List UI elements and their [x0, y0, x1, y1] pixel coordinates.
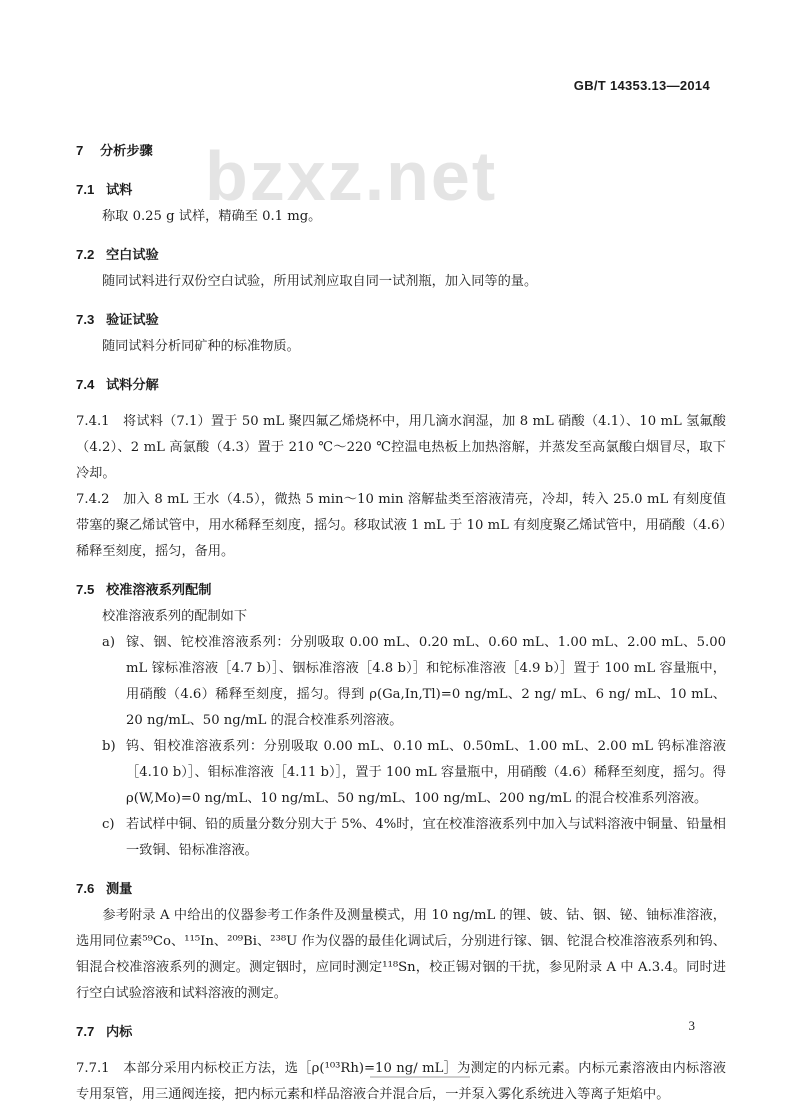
heading-title: 校准溶液系列配制	[106, 583, 212, 598]
list-item-text: 若试样中铜、铅的质量分数分别大于 5%、4%时，宜在校准溶液系列中加入与试料溶液中铜量、铅量相一致铜、铅标准溶液。	[126, 817, 726, 858]
heading-title: 空白试验	[106, 248, 159, 263]
heading-title: 内标	[106, 1025, 133, 1040]
heading-title: 验证试验	[106, 313, 159, 328]
heading-title: 测量	[106, 882, 133, 897]
paragraph-7-1: 称取 0.25 g 试样，精确至 0.1 mg。	[102, 209, 322, 224]
heading-title: 分析步骤	[100, 144, 153, 159]
heading-7-7	[76, 1019, 726, 1046]
list-item	[76, 734, 726, 812]
list-marker: a)	[102, 635, 116, 650]
list-item	[76, 812, 726, 864]
heading-number: 7.5	[76, 582, 95, 597]
heading-number: 7.4	[76, 377, 95, 392]
heading-7-1	[76, 177, 726, 204]
watermark: bzxz.net	[205, 137, 498, 215]
paragraph-7-6: 参考附录 A 中给出的仪器参考工作条件及测量模式，用 10 ng/mL 的锂、铍、钴、铟、铋、铀标准溶液，选用同位素⁵⁹Co、¹¹⁵In、²⁰⁹Bi、²³⁸U 作为仪器的最佳化调试后，分别进行镓、铟、铊混合校准溶液系列和钨、钼混合校准溶液系列的测定。测定铟时，应同时测定¹¹⁸Sn，校正锡对铟的干扰，参见附录 A 中 A.3.4。同时进行空白试验溶液和试料溶液的测定。	[76, 908, 726, 1001]
list-item	[76, 630, 726, 734]
paragraph-7-4-1: 7.4.1 将试料（7.1）置于 50 mL 聚四氟乙烯烧杯中，用几滴水润湿，加 8 mL 硝酸（4.1）、10 mL 氢氟酸（4.2）、2 mL 高氯酸（4.3）置于 210 ℃～220 ℃控温电热板上加热溶解，并蒸发至高氯酸白烟冒尽，取下冷却。	[76, 414, 726, 481]
paragraph-7-3: 随同试料分析同矿种的标准物质。	[102, 339, 300, 354]
paragraph-7-4-2: 7.4.2 加入 8 mL 王水（4.5），微热 5 min～10 min 溶解盐类至溶液清亮，冷却，转入 25.0 mL 有刻度值带塞的聚乙烯试管中，用水稀释至刻度，摇匀。移取试液 1 mL 于 10 mL 有刻度聚乙烯试管中，用硝酸（4.6）稀释至刻度，摇匀，备用。	[76, 492, 726, 559]
heading-number: 7.7	[76, 1024, 95, 1039]
heading-title: 试料分解	[106, 378, 159, 393]
list-marker: c)	[102, 817, 115, 832]
heading-7-4	[76, 372, 726, 399]
heading-7-2	[76, 242, 726, 269]
paragraph-7-7-1: 7.7.1 本部分采用内标校正方法，选［ρ(¹⁰³Rh)=10 ng/ mL］为测定的内标元素。内标元素溶液由内标溶液专用泵管，用三通阀连接，把内标元素和样品溶液合并混合后，一并泵入雾化系统进入等离子矩焰中。	[76, 1061, 726, 1102]
heading-number: 7.1	[76, 182, 95, 197]
page-number: 3	[688, 1018, 695, 1033]
heading-number: 7.6	[76, 881, 95, 896]
paragraph-7-5-intro: 校准溶液系列的配制如下	[102, 609, 248, 624]
paragraph-7-2: 随同试料进行双份空白试验，所用试剂应取自同一试剂瓶，加入同等的量。	[102, 274, 538, 289]
footer-divider	[370, 1076, 470, 1078]
heading-7-3	[76, 307, 726, 334]
list-item-text: 镓、铟、铊校准溶液系列：分别吸取 0.00 mL、0.20 mL、0.60 mL、1.00 mL、2.00 mL、5.00 mL 镓标准溶液［4.7 b）］、铟标准溶液［4.8 b）］和铊标准溶液［4.9 b）］置于 100 mL 容量瓶中，用硝酸（4.6）稀释至刻度，摇匀。得到 ρ(Ga,In,Tl)=0 ng/mL、2 ng/ mL、6 ng/ mL、10 mL、20 ng/mL、50 ng/mL 的混合校准系列溶液。	[126, 635, 726, 728]
heading-title: 试料	[106, 183, 133, 198]
heading-7-6	[76, 876, 726, 903]
heading-7-5	[76, 577, 726, 604]
heading-number: 7	[76, 143, 84, 158]
list-marker: b)	[102, 739, 116, 754]
heading-7	[76, 138, 726, 165]
heading-number: 7.3	[76, 312, 95, 327]
heading-number: 7.2	[76, 247, 95, 262]
standard-code: GB/T 14353.13—2014	[573, 78, 710, 93]
list-item-text: 钨、钼校准溶液系列：分别吸取 0.00 mL、0.10 mL、0.50mL、1.00 mL、2.00 mL 钨标准溶液［4.10 b）］、钼标准溶液［4.11 b）］，置于 100 mL 容量瓶中，用硝酸（4.6）稀释至刻度，摇匀。得 ρ(W,Mo)=0 ng/mL、10 ng/mL、50 ng/mL、100 ng/mL、200 ng/mL 的混合校准系列溶液。	[126, 739, 726, 806]
document-body	[76, 138, 726, 1108]
